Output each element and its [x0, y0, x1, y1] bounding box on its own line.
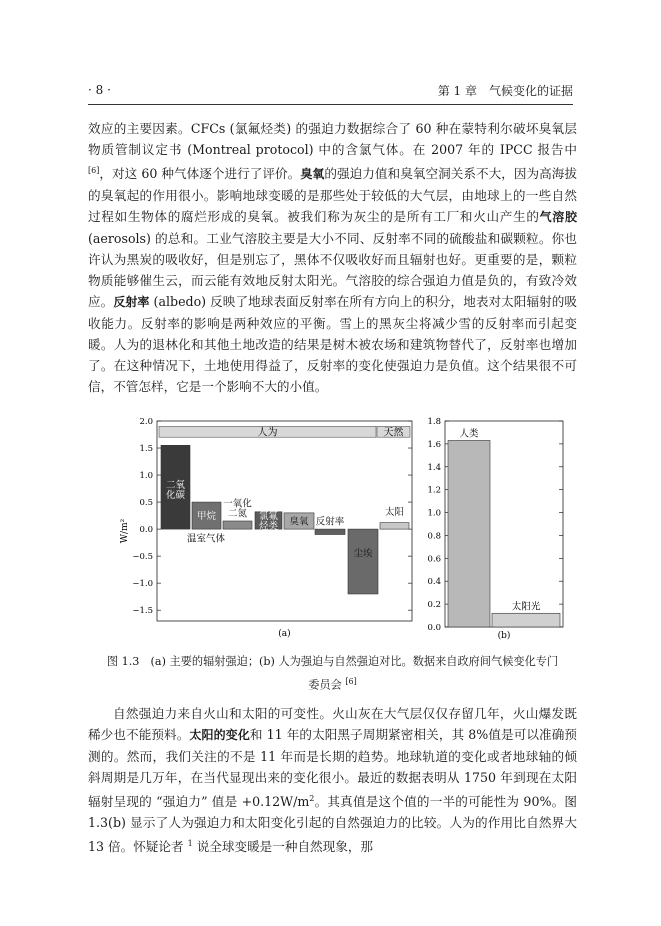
caption-ref: [6] [345, 677, 357, 686]
bar-label: 尘埃 [353, 548, 373, 560]
y-tick-label: −1.0 [132, 579, 153, 590]
p1-text: (aerosols) 的总和。工业气溶胶主要是大小不同、反射率不同的硫酸盐和碳颗粒。你也许认为黑炭的吸收好，但是别忘了，黑体不仅吸收好而且辐射也好。更重要的是，颗粒物质能够催生云，而云能有效地反射太阳光。气溶胶的综合强迫力值是负的，有致冷效应。 [88, 231, 577, 310]
p1-text: ，对这 60 种气体逐个进行了评价。 [99, 166, 301, 182]
bar [315, 529, 345, 534]
bar [380, 523, 409, 529]
p1-sup: [6] [88, 166, 100, 175]
bar-label: 二氮 [227, 508, 248, 520]
p2-term: 太阳的变化 [189, 728, 250, 742]
figure-chart [115, 412, 575, 647]
y-tick-label: 0.4 [427, 577, 441, 588]
bar [223, 521, 252, 529]
page-number: · 8 · [88, 83, 111, 97]
y-tick-label: 0.5 [139, 498, 153, 509]
p1-term: 臭氧 [300, 167, 325, 182]
figure-1-3 [115, 412, 575, 647]
page-header [88, 80, 573, 100]
header-rule [88, 104, 573, 105]
y-tick-label: 0.0 [427, 623, 441, 633]
bar-label: 甲烷 [196, 511, 217, 523]
anthropogenic-label: 人为 [257, 427, 278, 439]
y-tick-label: 1.6 [427, 439, 441, 450]
bar [492, 613, 560, 627]
p2-sup: 2 [309, 794, 315, 803]
bar [348, 529, 378, 594]
p1-term: 反射率 [113, 295, 150, 310]
figure-caption [88, 652, 577, 696]
bar-label: 化碳 [165, 489, 186, 501]
bar [448, 440, 490, 627]
p2-text: 说全球变暖是一种自然现象，那 [192, 839, 374, 855]
bar-label: 反射率 [315, 516, 345, 528]
natural-label: 天然 [383, 427, 404, 439]
caption-line-1: 图 1.3 (a) 主要的辐射强迫；(b) 人为强迫与自然强迫对比。数据来自政府间气候变化专门 [106, 655, 559, 668]
caption-line-2: 委员会 [308, 678, 342, 692]
chapter-title: 第 1 章 气候变化的证据 [437, 83, 573, 98]
bar-label: 一氧化 [223, 498, 252, 510]
bar-label: 臭氧 [289, 516, 309, 528]
p2-text: 自然强迫力来自火山和太阳的可变性。火山灰在大气层仅仅存留几年，火山爆发既稀少也不能预料。 [88, 706, 577, 742]
p1-text: 的强迫力值和臭氧空洞关系不大，因为高海拔的臭氧起的作用很小。影响地球变暖的是那些处于较低的大气层，由地球上的一些自然过程如生物体的腐烂形成的臭氧。被我们称为灰尘的是所有工厂和火山产生的 [88, 166, 577, 225]
p2-text: 和 11 年的太阳黑子周期紧密相关，其 8%值是可以准确预测的。然而，我们关注的不是 11 年而是长期的趋势。地球轨道的变化或者地球轴的倾斜周期是几万年，在当代显现出来的变化很小。最近的数据表明从 1750 年到现在太阳辐射呈现的 “强迫力” 值是 +0.12W/m [88, 727, 577, 810]
p1-text: 效应的主要因素。CFCs (氯氟烃类) 的强迫力数据综合了 60 种在蒙特利尔破坏臭氧层物质管制议定书 (Montreal protocol) 中的含氯气体。在 2007 年的 IPCC 报告中 [88, 121, 577, 157]
y-tick-label: 1.0 [139, 471, 153, 482]
bar-label: 太阳 [384, 507, 405, 519]
bar-label: 氯氟 [258, 510, 279, 522]
body-paragraph-2 [88, 703, 577, 857]
bar-label: 太阳光 [511, 601, 541, 613]
y-tick-label: 0.6 [427, 554, 441, 565]
bar-label: 人类 [459, 428, 479, 440]
panel-b-label: (b) [497, 631, 511, 641]
y-tick-label: 1.8 [427, 417, 441, 427]
body-paragraph-1 [88, 118, 577, 397]
y-tick-label: 1.5 [139, 444, 153, 455]
y-tick-label: 0.8 [427, 531, 441, 542]
bar-label: 二氧 [165, 479, 186, 491]
p2-sup: 1 [187, 839, 193, 849]
bar-label: 烃类 [258, 520, 279, 532]
y-tick-label: 0.2 [427, 600, 441, 611]
panel-a-label: (a) [278, 629, 291, 639]
y-tick-label: −1.5 [132, 606, 153, 617]
y-tick-label: 1.4 [427, 462, 441, 473]
y-tick-label: 0.0 [139, 525, 153, 536]
y-tick-label: 2.0 [139, 417, 153, 427]
p2-text: 。其真值是这个值的一半的可能性为 90%。图 1.3(b) 显示了人为强迫力和太阳变化引起的自然强迫力的比较。人为的作用比自然界大 13 倍。怀疑论者 [88, 794, 577, 855]
p1-term: 气溶胶 [539, 210, 577, 225]
group-label: 温室气体 [186, 533, 226, 545]
y-tick-label: 1.0 [427, 508, 441, 519]
p1-text: (albedo) 反映了地球表面反射率在所有方向上的积分，地表对太阳辐射的吸收能力。反射率的影响是两种效应的平衡。雪上的黑灰尘将减少雪的反射率而引起变暖。人为的退林化和其他土地改造的结果是树木被农场和建筑物替代了，反射率也增加了。在这种情况下，土地使用得益了，反射率的变化使强迫力是负值。这个结果很不可信，不管怎样，它是一个影响不大的小值。 [88, 294, 578, 395]
y-tick-label: 1.2 [427, 485, 441, 496]
y-axis-label: W/m² [120, 518, 130, 544]
y-tick-label: −0.5 [132, 552, 153, 563]
